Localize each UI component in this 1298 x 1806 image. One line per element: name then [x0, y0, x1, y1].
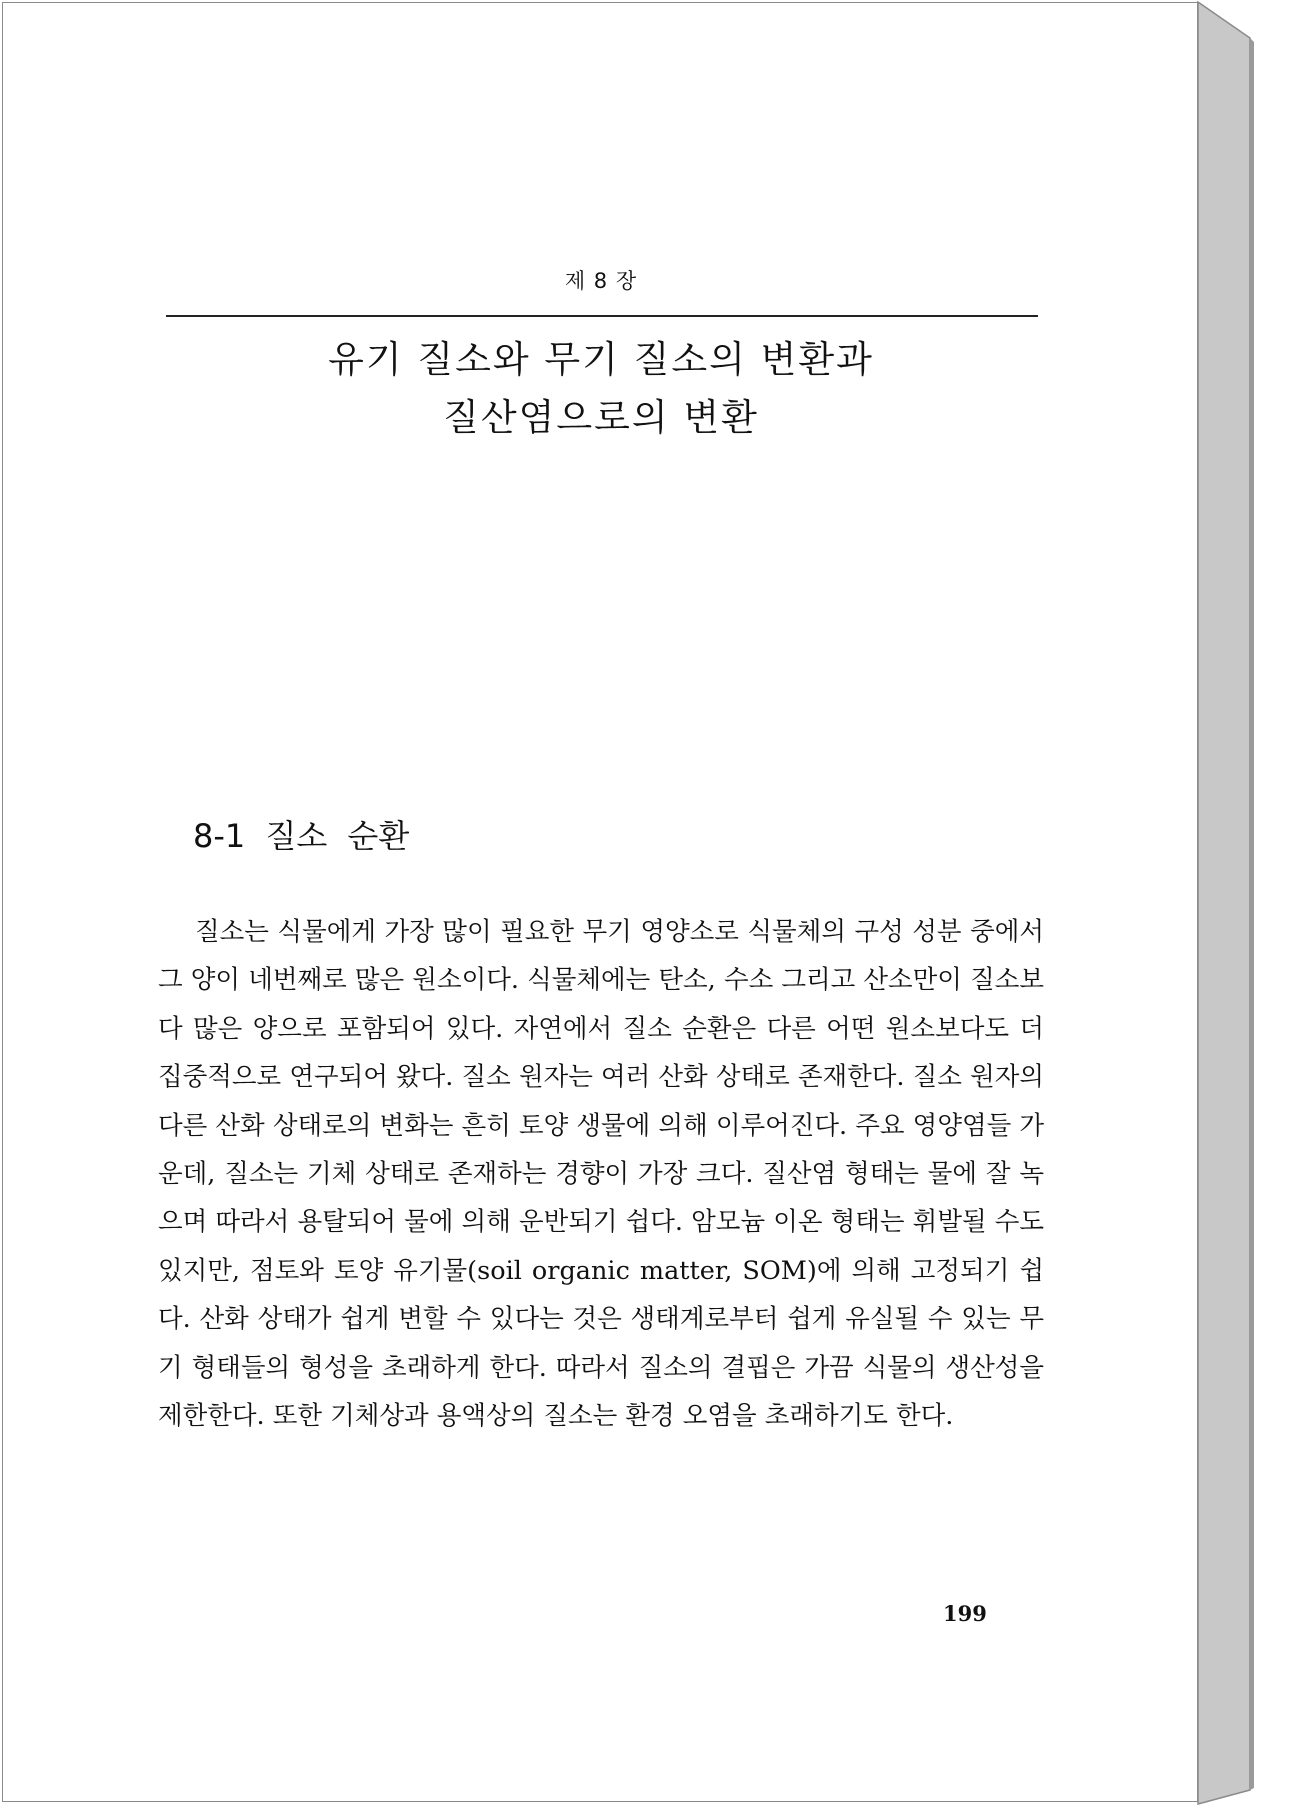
book-page: [2, 2, 1198, 1802]
chapter-divider: [166, 315, 1038, 317]
page-number: 199: [943, 1601, 987, 1626]
chapter-title-line-2: 질산염으로의 변환: [443, 396, 759, 439]
body-paragraph: 질소는 식물에게 가장 많이 필요한 무기 영양소로 식물체의 구성 성분 중에서 그 양이 네번째로 많은 원소이다. 식물체에는 탄소, 수소 그리고 산소만이 질소보다 많은 양으로 포함되어 있다. 자연에서 질소 순환은 다른 어떤 원소보다도 더 집중적으로 연구되어 왔다. 질소 원자는 여러 산화 상태로 존재한다. 질소 원자의 다른 산화 상태로의 변화는 흔히 토양 생물에 의해 이루어진다. 주요 영양염들 가운데, 질소는 기체 상태로 존재하는 경향이 가장 크다. 질산염 형태는 물에 잘 녹으며 따라서 용탈되어 물에 의해 운반되기 쉽다. 암모늄 이온 형태는 휘발될 수도 있지만, 점토와 토양 유기물(soil organic matter, SOM)에 의해 고정되기 쉽다. 산화 상태가 쉽게 변할 수 있다는 것은 생태계로부터 쉽게 유실될 수 있는 무기 형태들의 형성을 초래하게 한다. 따라서 질소의 결핍은 가끔 식물의 생산성을 제한한다. 또한 기체상과 용액상의 질소는 환경 오염을 초래하기도 한다.: [158, 917, 1044, 1432]
chapter-title: [3, 331, 1199, 447]
chapter-label: 제 8 장: [564, 269, 638, 293]
chapter-title-line-1: 유기 질소와 무기 질소의 변환과: [328, 338, 874, 381]
section-heading: 8-1 질소 순환: [193, 817, 410, 855]
